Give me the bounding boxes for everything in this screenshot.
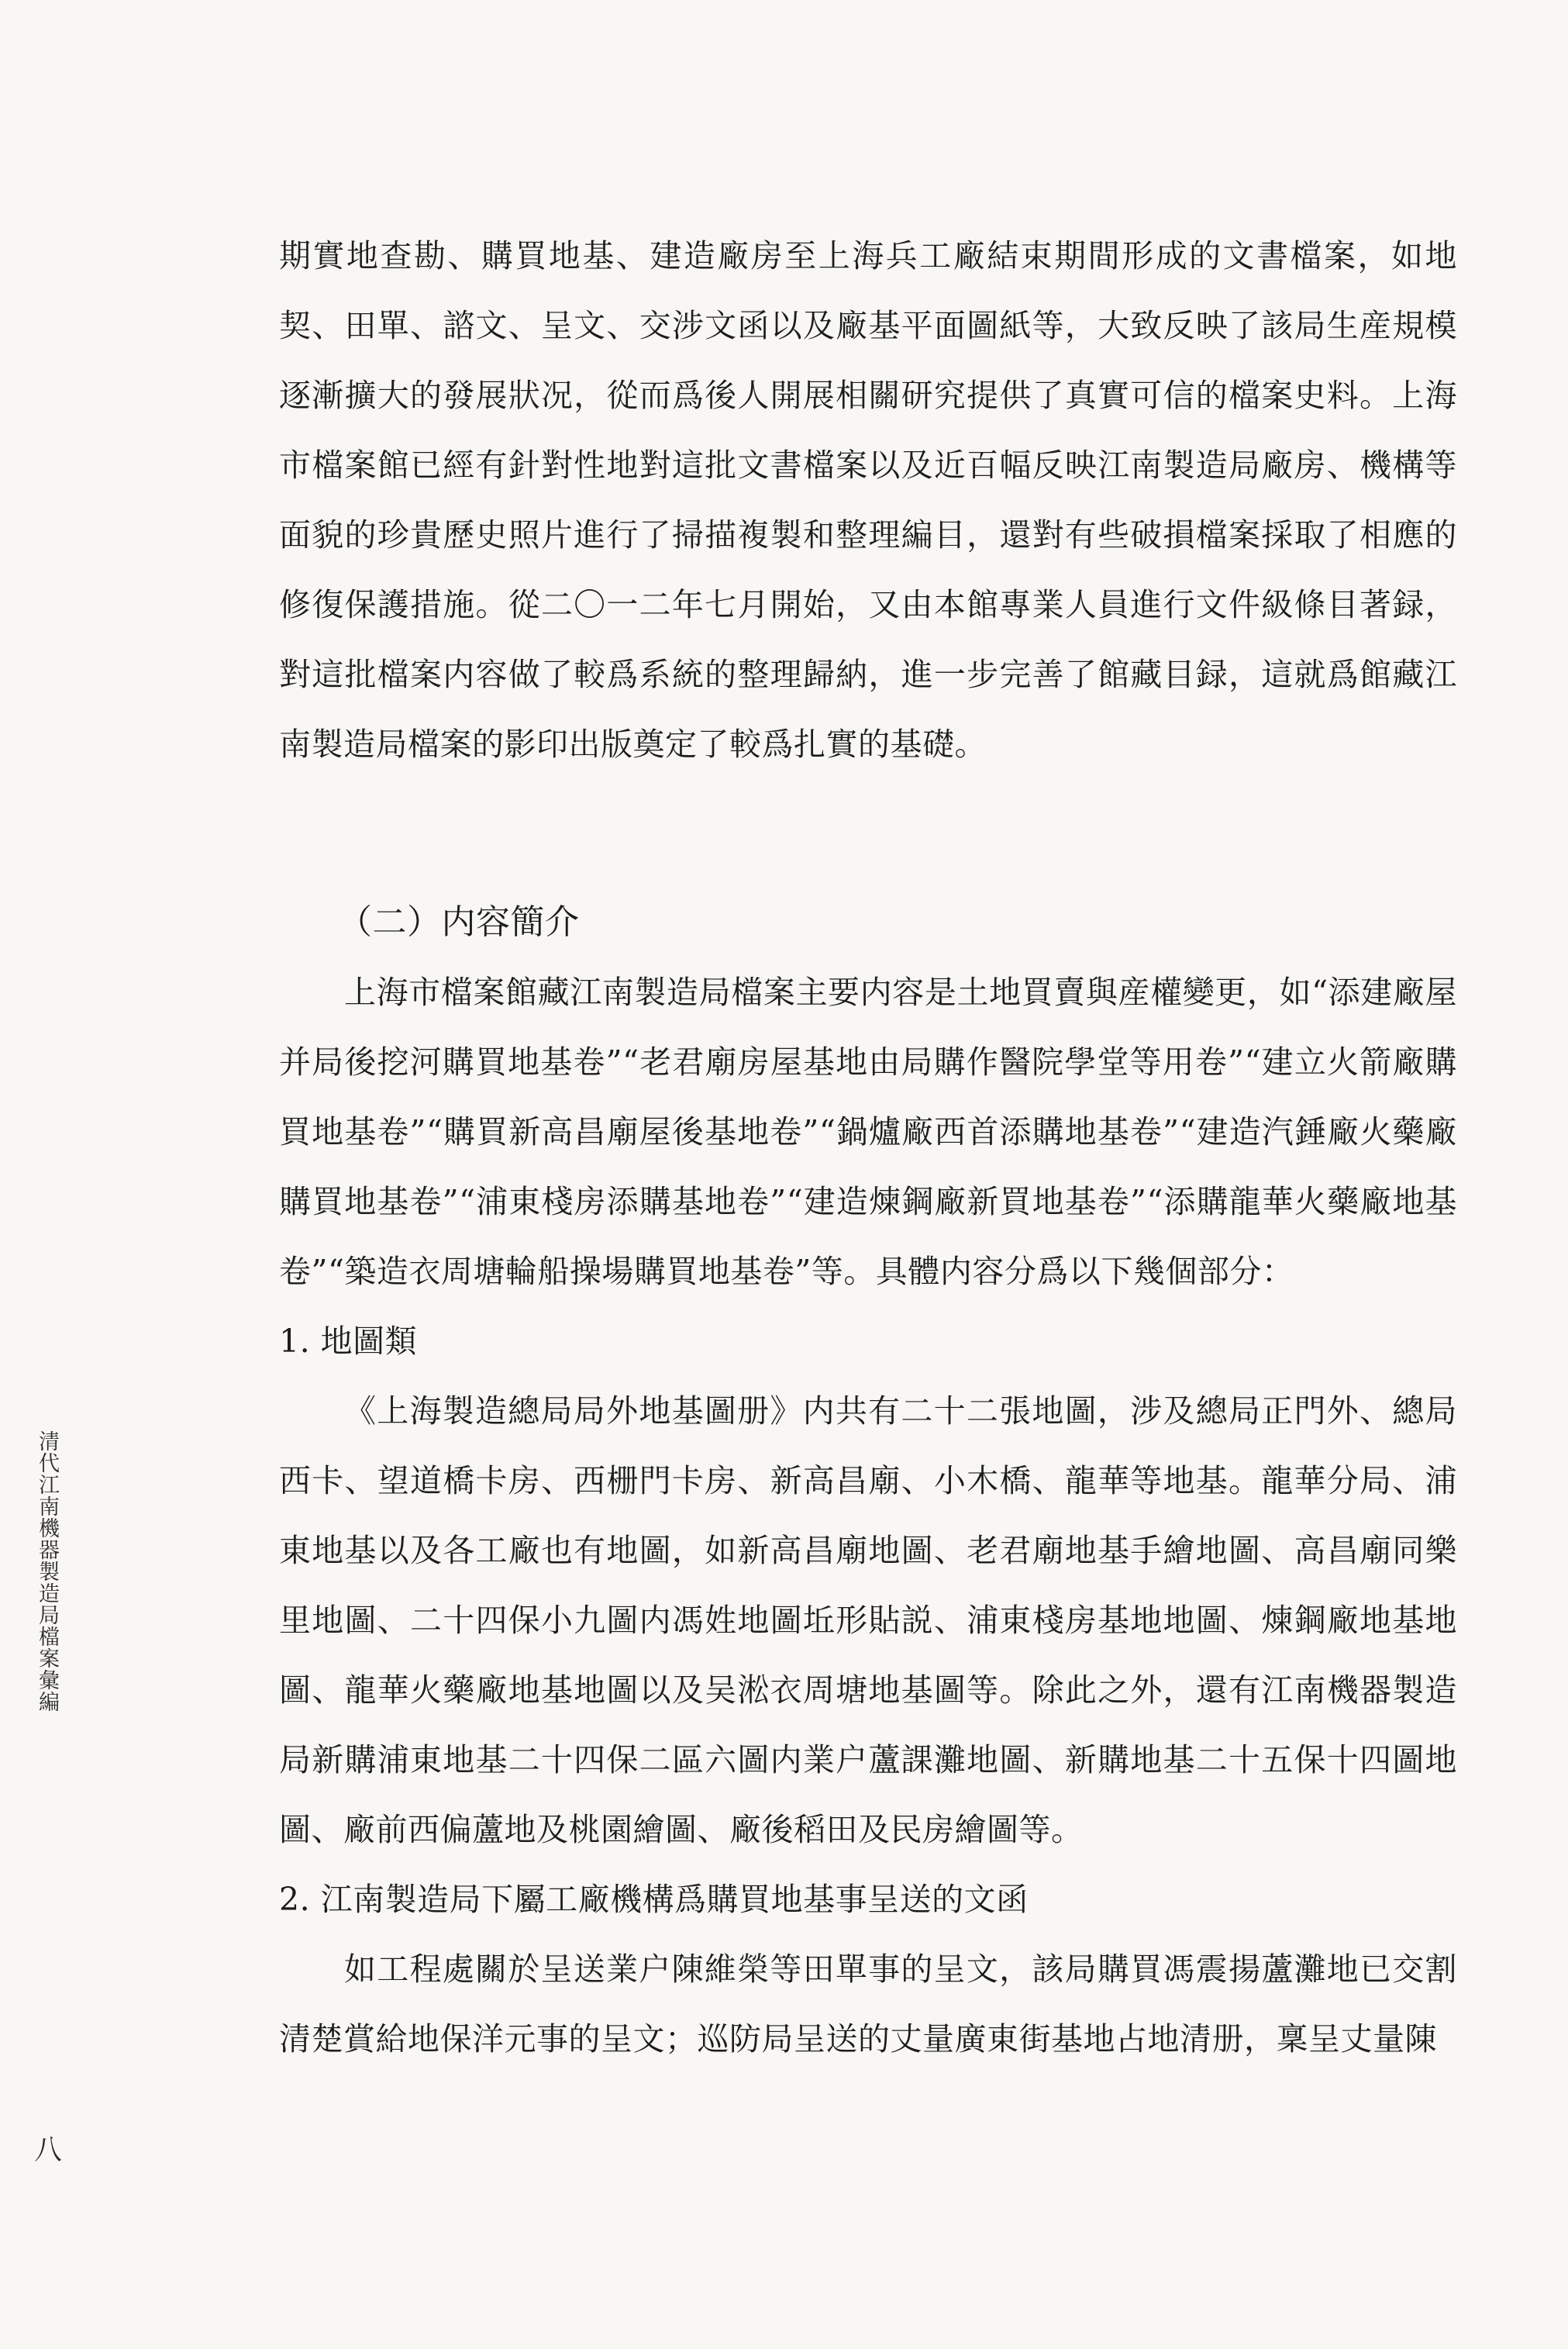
maps-paragraph: 《上海製造總局局外地基圖册》内共有二十二張地圖，涉及總局正門外、總局西卡、望道橋卡房、西栅門卡房、新高昌廟、小木橋、龍華等地基。龍華分局、浦東地基以及各工廠也有地圖，如新高昌廟地圖、老君廟地基手繪地圖、高昌廟同樂里地圖、二十四保小九圖内馮姓地圖坵形貼説、浦東棧房基地地圖、煉鋼廠地基地圖、龍華火藥廠地基地圖以及吴淞衣周塘地基圖等。除此之外，還有江南機器製造局新購浦東地基二十四保二區六圖内業户蘆課灘地圖、新購地基二十五保十四圖地圖、廠前西偏蘆地及桃園繪圖、廠後稻田及民房繪圖等。 bbox=[279, 1392, 1457, 1848]
page-number: 八 bbox=[34, 2134, 63, 2166]
section-gap bbox=[279, 779, 1457, 888]
book-title-vertical: 清代江南機器製造局檔案彙編 bbox=[35, 1430, 59, 1713]
subsection-heading-maps: 1. 地圖類 bbox=[279, 1323, 418, 1360]
intro-paragraph: 期實地查勘、購買地基、建造廠房至上海兵工廠結束期間形成的文書檔案，如地契、田單、諮文、呈文、交涉文函以及廠基平面圖紙等，大致反映了該局生産規模逐漸擴大的發展狀况，從而爲後人開展相關研究提供了真實可信的檔案史料。上海市檔案館已經有針對性地對這批文書檔案以及近百幅反映江南製造局廠房、機構等面貌的珍貴歷史照片進行了掃描複製和整理編目，還對有些破損檔案採取了相應的修復保護措施。從二〇一二年七月開始，又由本館專業人員進行文件級條目著録，對這批檔案内容做了較爲系統的整理歸納，進一步完善了館藏目録，這就爲館藏江南製造局檔案的影印出版奠定了較爲扎實的基礎。 bbox=[279, 237, 1457, 763]
correspondence-paragraph: 如工程處關於呈送業户陳維榮等田單事的呈文，該局購買馮震揚蘆灘地已交割清楚賞給地保洋元事的呈文；巡防局呈送的丈量廣東街基地占地清册，稟呈丈量陳 bbox=[279, 1951, 1457, 2058]
subsection-heading-correspondence: 2. 江南製造局下屬工廠機構爲購買地基事呈送的文函 bbox=[279, 1881, 1029, 1918]
section-heading: （二）内容簡介 bbox=[338, 902, 580, 942]
page-body bbox=[279, 221, 1457, 2074]
section-intro-paragraph: 上海市檔案館藏江南製造局檔案主要内容是土地買賣與産權變更，如“添建廠屋并局後挖河購買地基卷”“老君廟房屋基地由局購作醫院學堂等用卷”“建立火箭廠購買地基卷”“購買新高昌廟屋後基地卷”“鍋爐廠西首添購地基卷”“建造汽錘廠火藥廠購買地基卷”“浦東棧房添購基地卷”“建造煉鋼廠新買地基卷”“添購龍華火藥廠地基卷”“築造衣周塘輪船操場購買地基卷”等。具體内容分爲以下幾個部分： bbox=[279, 974, 1457, 1290]
